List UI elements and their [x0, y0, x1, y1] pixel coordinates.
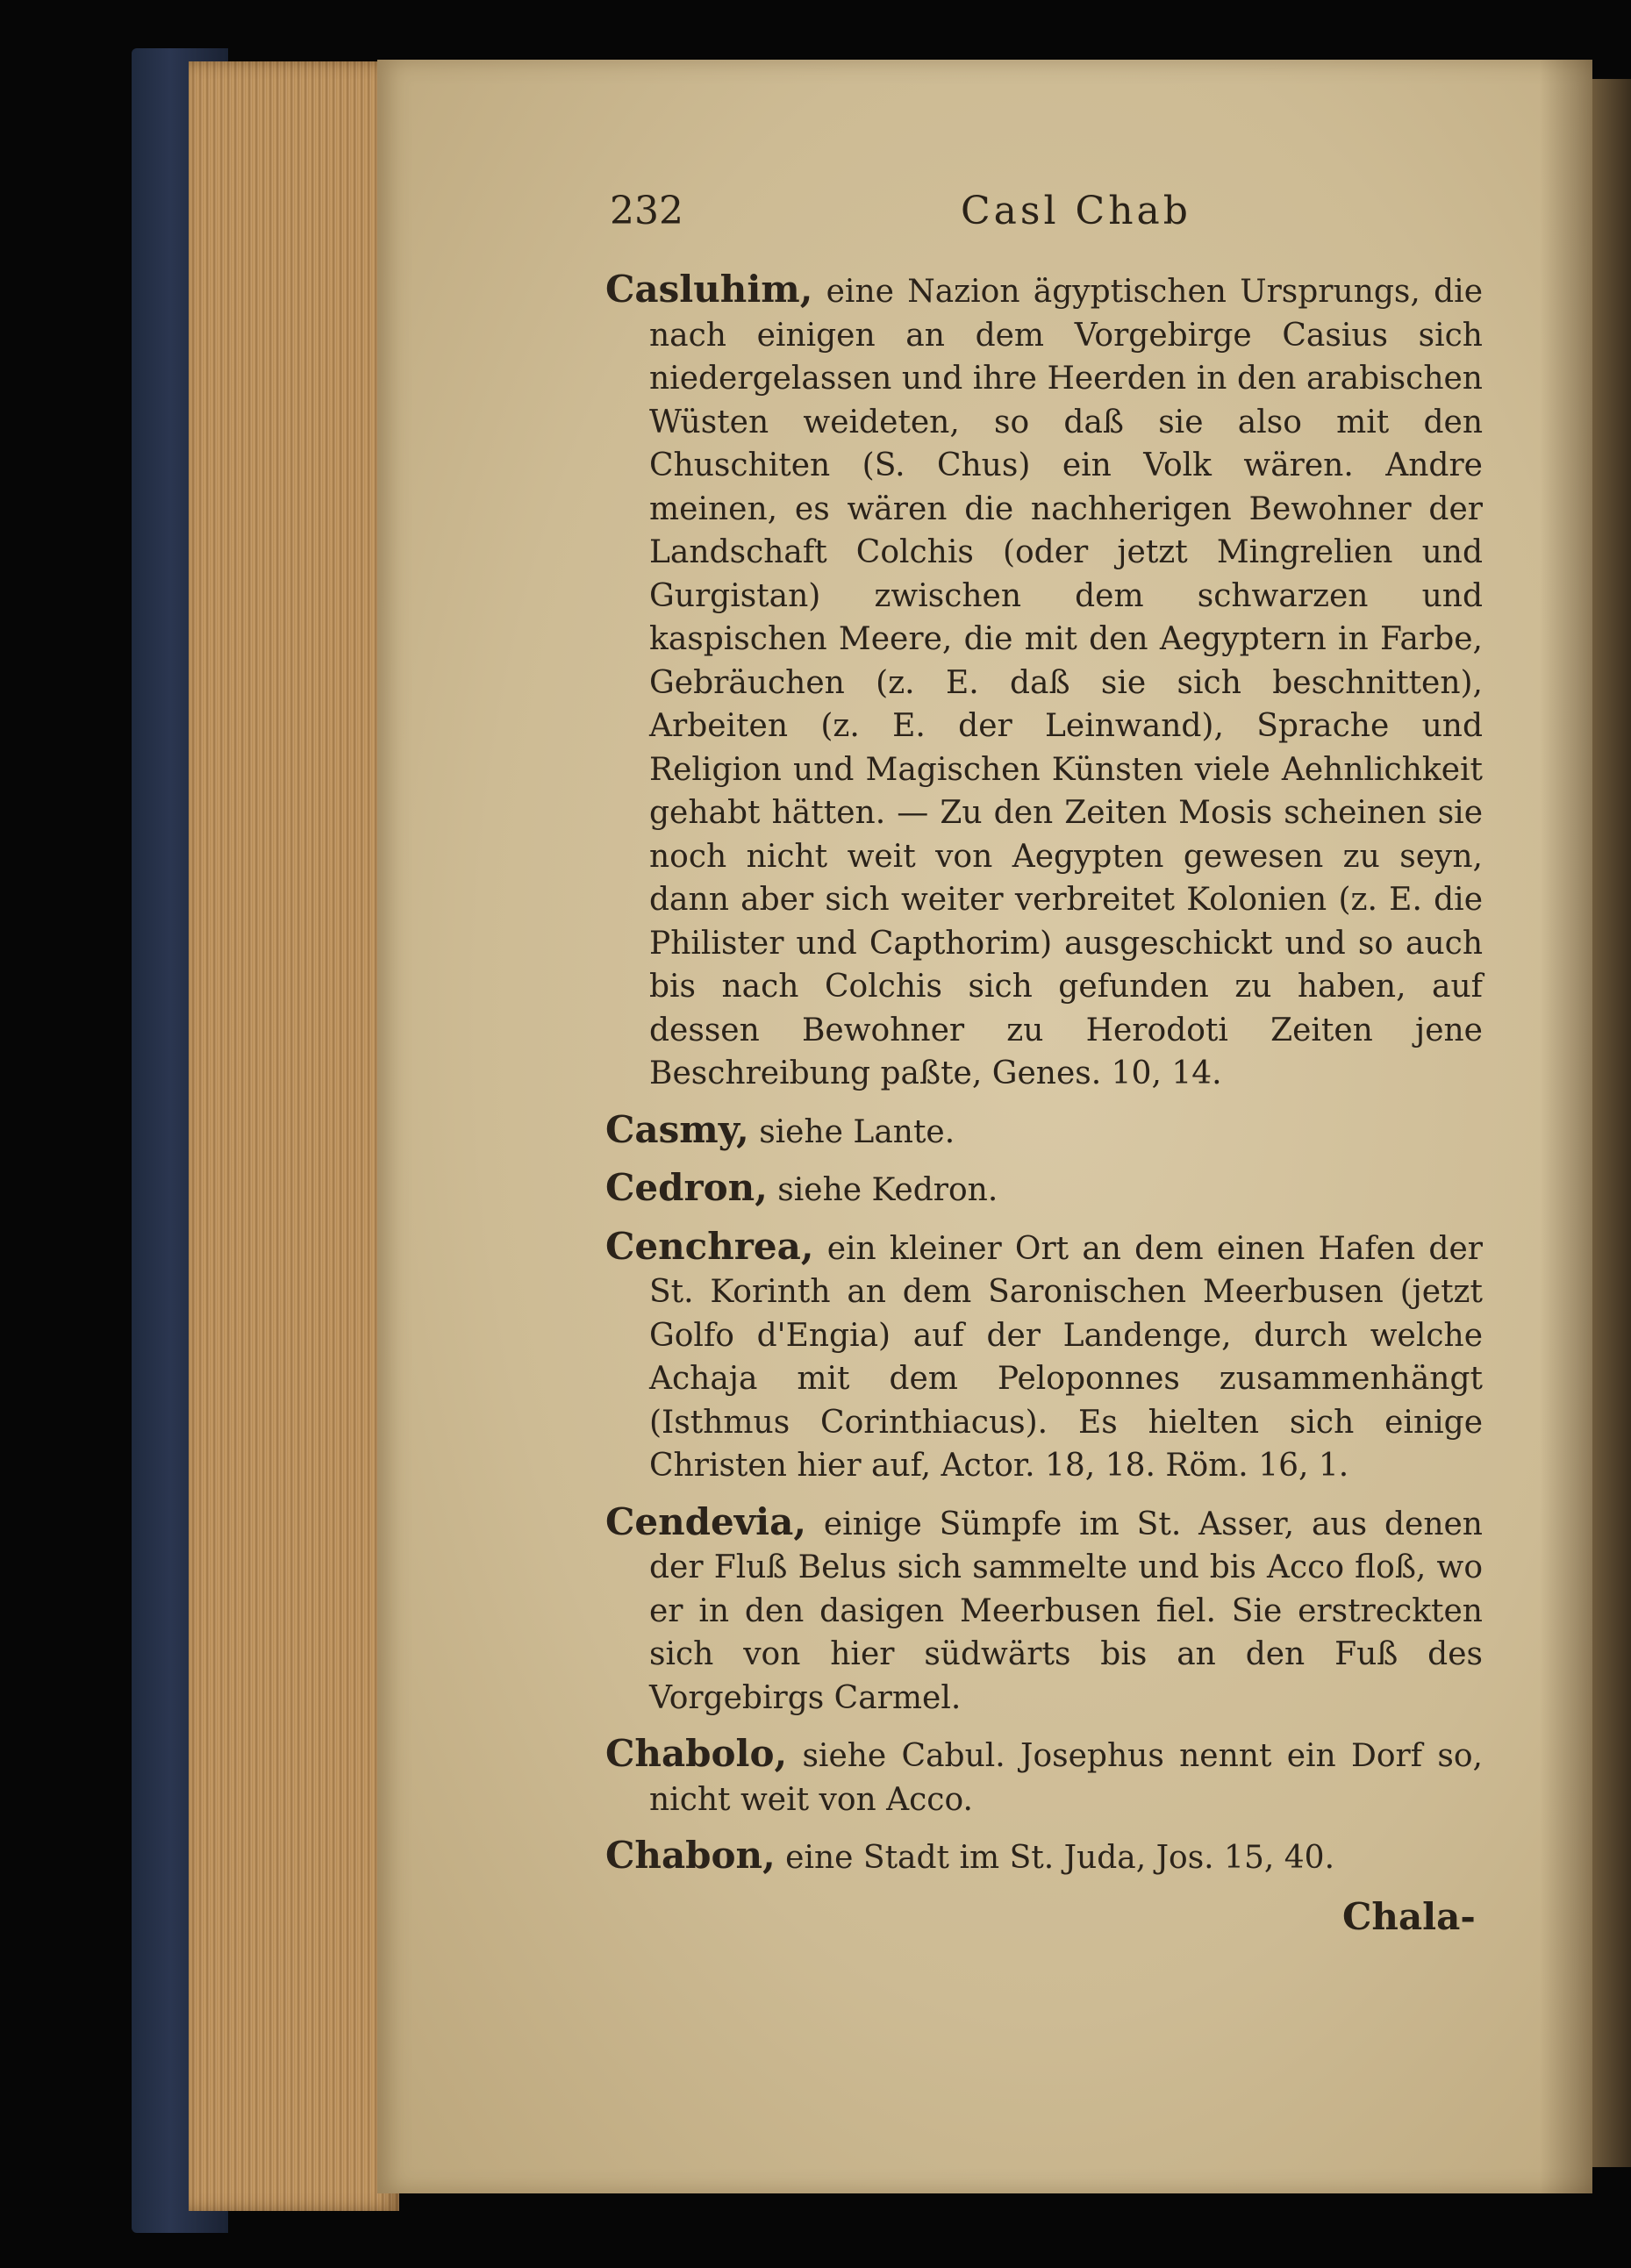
headword: Cendevia,	[605, 1499, 806, 1543]
entry-text: eine Stadt im St. Juda, Jos. 15, 40.	[785, 1840, 1335, 1876]
entry-text: siehe Kedron.	[777, 1172, 998, 1208]
entry-cedron	[605, 1166, 1483, 1213]
headword: Casmy,	[605, 1107, 749, 1151]
facing-page-edge	[1592, 79, 1631, 2167]
page-number: 232	[610, 189, 683, 233]
dictionary-entries	[605, 268, 1483, 1892]
entry-cendevia	[605, 1500, 1483, 1721]
entry-casmy	[605, 1108, 1483, 1155]
entry-text: eine Nazion ägyptischen Ursprungs, die nach einigen an dem Vorgebirge Casius sich niedergelassen und ihre Heerden in den arabischen Wüsten weideten, so daß sie also mit den Chuschiten (S. Chus) ein Volk wären. Andre meinen, es wären die nachherigen Bewohner der Landschaft Colchis (oder jetzt Mingrelien und Gurgistan) zwischen dem schwarzen und kaspischen Meere, die mit den Aegyptern in Farbe, Gebräuchen (z. E. daß sie sich beschnitten), Arbeiten (z. E. der Leinwand), Sprache und Religion und Magischen Künsten viele Aehnlichkeit gehabt hätten. — Zu den Zeiten Mosis scheinen sie noch nicht weit von Aegypten gewesen zu seyn, dann aber sich weiter verbreitet Kolonien (z. E. die Philister und Capthorim) ausgeschickt und so auch bis nach Colchis sich gefunden zu haben, auf dessen Bewohner zu Herodoti Zeiten jene Beschreibung paßte, Genes. 10, 14.	[649, 274, 1483, 1091]
headword: Chabolo,	[605, 1732, 788, 1775]
headword: Cenchrea,	[605, 1224, 814, 1268]
headword: Chabon,	[605, 1834, 776, 1877]
page-gutter-shadow	[1540, 60, 1592, 2193]
headword: Casluhim,	[605, 268, 813, 311]
entry-chabon	[605, 1834, 1483, 1880]
entry-text: einige Sümpfe im St. Asser, aus denen der Fluß Belus sich sammelte und bis Acco floß, wo er in den dasigen Meerbusen fiel. Sie erstreckten sich von hier südwärts bis an den Fuß des Vorgebirgs Carmel.	[649, 1506, 1483, 1716]
entry-text: ein kleiner Ort an dem einen Hafen der St. Korinth an dem Saronischen Meerbusen (jetzt Golfo d'Engia) auf der Landenge, durch welche Achaja mit dem Peloponnes zusammenhängt (Isthmus Corinthiacus). Es hielten sich einige Christen hier auf, Actor. 18, 18. Röm. 16, 1.	[649, 1230, 1483, 1484]
running-head: Casl Chab	[961, 189, 1191, 233]
entry-cenchrea	[605, 1225, 1483, 1488]
entry-casluhim	[605, 268, 1483, 1096]
entry-text: siehe Cabul. Josephus nennt ein Dorf so, nicht weit von Acco.	[649, 1738, 1483, 1818]
catchword: Chala-	[1342, 1895, 1476, 1938]
entry-text: siehe Lante.	[759, 1113, 955, 1150]
page-header	[610, 189, 1206, 241]
page-edges	[189, 61, 399, 2211]
headword: Cedron,	[605, 1166, 768, 1209]
entry-chabolo	[605, 1732, 1483, 1821]
